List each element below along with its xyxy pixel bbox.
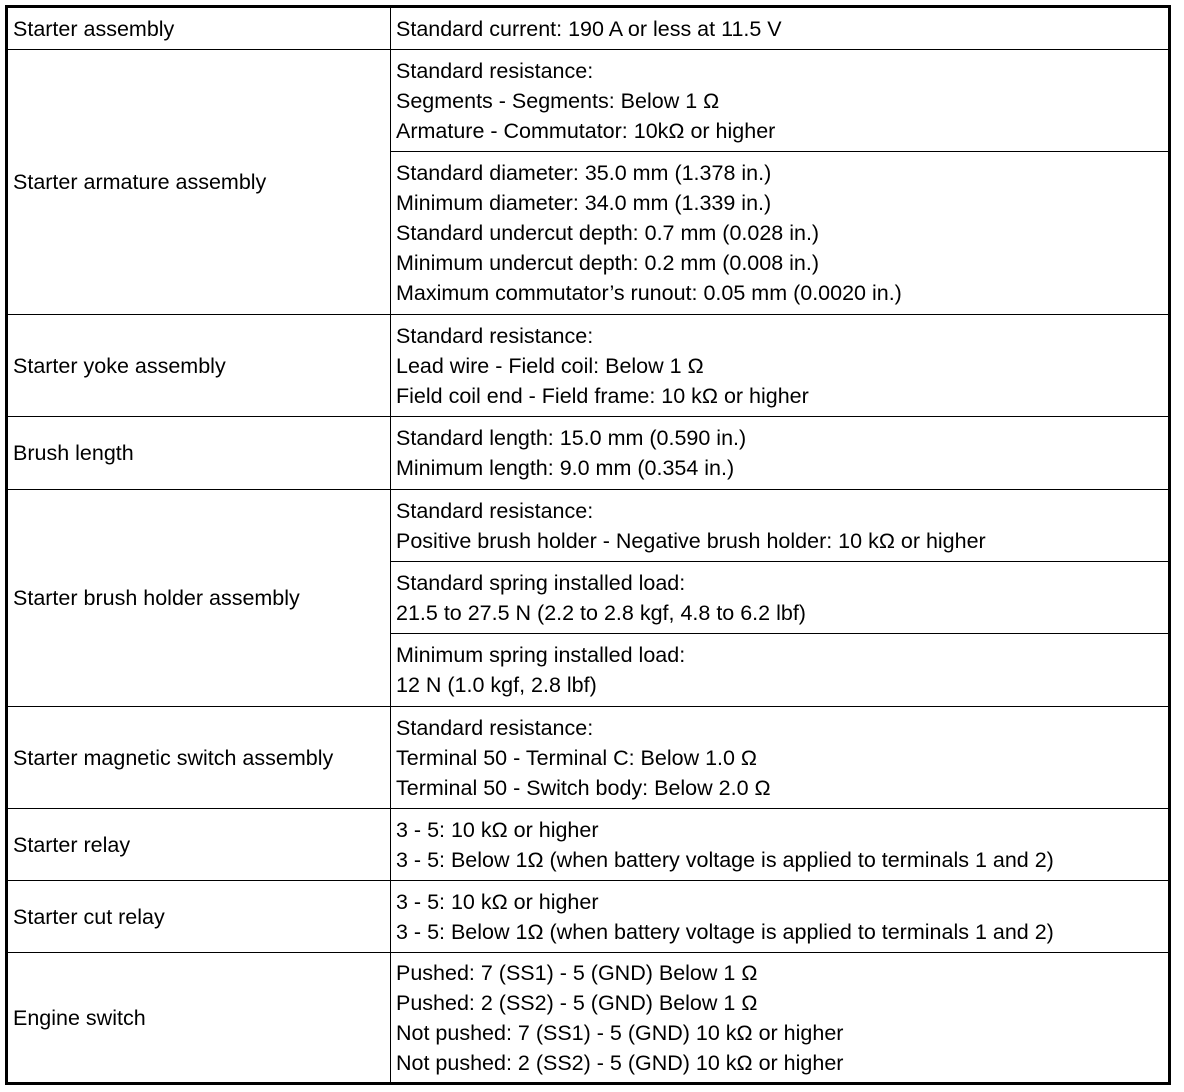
spec-cell [391, 634, 1170, 707]
table-row [7, 707, 1170, 809]
table-row [7, 7, 1170, 50]
table-row [7, 809, 1170, 881]
spec-line: Segments - Segments: Below 1 Ω [396, 88, 720, 113]
spec-line: Standard resistance: [396, 715, 594, 740]
spec-line: Not pushed: 2 (SS2) - 5 (GND) 10 kΩ or higher [396, 1050, 844, 1075]
spec-cell [391, 417, 1170, 490]
spec-cell [391, 809, 1170, 881]
spec-line: Standard resistance: [396, 323, 594, 348]
spec-line: Pushed: 2 (SS2) - 5 (GND) Below 1 Ω [396, 990, 758, 1015]
component-cell: Starter magnetic switch assembly [7, 707, 391, 809]
spec-cell [391, 562, 1170, 634]
component-cell: Starter assembly [7, 7, 391, 50]
component-cell: Starter yoke assembly [7, 315, 391, 417]
spec-line: Armature - Commutator: 10kΩ or higher [396, 118, 776, 143]
spec-line: Terminal 50 - Switch body: Below 2.0 Ω [396, 775, 771, 800]
specification-table [5, 5, 1171, 1085]
spec-line: 3 - 5: 10 kΩ or higher [396, 889, 599, 914]
spec-line: Positive brush holder - Negative brush holder: 10 kΩ or higher [396, 528, 986, 553]
spec-line: Pushed: 7 (SS1) - 5 (GND) Below 1 Ω [396, 960, 758, 985]
table-row [7, 50, 1170, 152]
spec-cell [391, 7, 1170, 50]
spec-line: Standard resistance: [396, 58, 594, 83]
spec-line: Not pushed: 7 (SS1) - 5 (GND) 10 kΩ or higher [396, 1020, 844, 1045]
spec-line: Terminal 50 - Terminal C: Below 1.0 Ω [396, 745, 758, 770]
spec-line: 3 - 5: 10 kΩ or higher [396, 817, 599, 842]
spec-cell [391, 707, 1170, 809]
spec-line: Minimum length: 9.0 mm (0.354 in.) [396, 456, 735, 480]
spec-line: 3 - 5: Below 1Ω (when battery voltage is applied to terminals 1 and 2) [396, 919, 1054, 944]
spec-line: 3 - 5: Below 1Ω (when battery voltage is applied to terminals 1 and 2) [396, 847, 1054, 872]
spec-line: Standard undercut depth: 0.7 mm (0.028 in.) [396, 221, 820, 245]
component-cell: Starter cut relay [7, 881, 391, 953]
spec-cell [391, 50, 1170, 152]
spec-line: Standard diameter: 35.0 mm (1.378 in.) [396, 161, 772, 185]
spec-line: 12 N (1.0 kgf, 2.8 lbf) [396, 673, 597, 697]
component-cell: Engine switch [7, 953, 391, 1084]
spec-cell [391, 490, 1170, 562]
spec-cell [391, 315, 1170, 417]
table-row [7, 953, 1170, 1084]
table-row [7, 490, 1170, 562]
spec-line: Standard resistance: [396, 498, 594, 523]
component-cell: Starter armature assembly [7, 50, 391, 315]
table-row [7, 417, 1170, 490]
component-cell: Brush length [7, 417, 391, 490]
spec-line: Lead wire - Field coil: Below 1 Ω [396, 353, 704, 378]
component-cell: Starter relay [7, 809, 391, 881]
spec-line: 21.5 to 27.5 N (2.2 to 2.8 kgf, 4.8 to 6.2 lbf) [396, 600, 806, 625]
spec-line: Standard current: 190 A or less at 11.5 V [396, 16, 782, 41]
spec-cell [391, 881, 1170, 953]
spec-cell [391, 152, 1170, 315]
spec-line: Minimum diameter: 34.0 mm (1.339 in.) [396, 191, 772, 215]
table-row [7, 315, 1170, 417]
spec-line: Standard spring installed load: [396, 570, 686, 595]
spec-line: Minimum spring installed load: [396, 643, 686, 667]
spec-line: Standard length: 15.0 mm (0.590 in.) [396, 426, 747, 450]
component-cell: Starter brush holder assembly [7, 490, 391, 707]
spec-line: Maximum commutator’s runout: 0.05 mm (0.0020 in.) [396, 281, 902, 305]
table-row [7, 881, 1170, 953]
spec-line: Minimum undercut depth: 0.2 mm (0.008 in.) [396, 251, 820, 275]
spec-line: Field coil end - Field frame: 10 kΩ or higher [396, 383, 809, 408]
spec-cell [391, 953, 1170, 1084]
